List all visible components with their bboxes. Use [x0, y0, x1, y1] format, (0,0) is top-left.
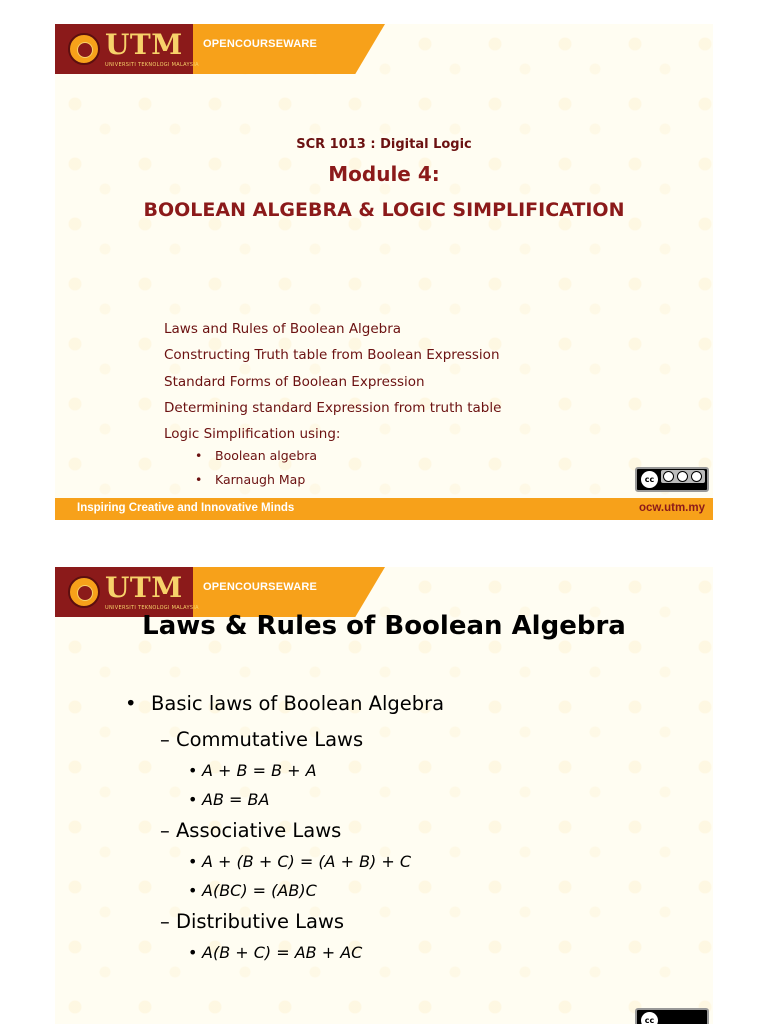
main-bullet-text: Basic laws of Boolean Algebra [151, 692, 445, 715]
law-formula: A(BC) = (AB)C [202, 881, 317, 900]
law-heading: – Commutative Laws [160, 728, 364, 751]
subtopic-label: Karnaugh Map [215, 472, 306, 487]
utm-crest-icon [68, 576, 100, 608]
cc-license-badge[interactable] [635, 1008, 709, 1024]
slide-title: Laws & Rules of Boolean Algebra [142, 611, 626, 641]
utm-crest-icon [68, 33, 100, 65]
slide-1 [55, 24, 713, 520]
sharealike-icon [691, 471, 702, 482]
subtopic-list [195, 444, 317, 492]
license-icons [661, 470, 705, 483]
law-item: • A(BC) = (AB)C [188, 881, 317, 900]
footer-tagline: Inspiring Creative and Innovative Minds [77, 502, 295, 514]
slide-2 [55, 567, 713, 1024]
topic-item: Laws and Rules of Boolean Algebra [164, 321, 402, 337]
subtopic-item [195, 468, 317, 492]
cc-icon: cc [641, 471, 658, 488]
logo-subtext: UNIVERSITI TEKNOLOGI MALAYSIA [105, 605, 199, 611]
course-code: SCR 1013 : Digital Logic [296, 137, 472, 152]
slide-header [55, 24, 713, 74]
law-heading: – Associative Laws [160, 819, 342, 842]
bullet-icon: • [195, 472, 203, 487]
main-bullet: • Basic laws of Boolean Algebra [125, 692, 445, 715]
bullet-icon: • [195, 448, 203, 463]
law-formula: A(B + C) = AB + AC [202, 943, 363, 962]
footer-url[interactable]: ocw.utm.my [638, 502, 705, 514]
law-heading: – Distributive Laws [160, 910, 345, 933]
attribution-icon [663, 471, 674, 482]
laws-list [125, 692, 444, 972]
topic-item: Determining standard Expression from truth table [164, 399, 502, 416]
opencourseware-label: OPENCOURSEWARE [203, 38, 318, 50]
law-item: • A(B + C) = AB + AC [188, 943, 363, 962]
law-item: • A + B = B + A [188, 761, 317, 780]
topic-item: Standard Forms of Boolean Expression [164, 373, 425, 390]
subtopic-item [195, 444, 317, 468]
noncommercial-icon [677, 471, 688, 482]
logo-text: UTM [105, 28, 183, 61]
cc-icon: cc [641, 1012, 658, 1024]
utm-logo [55, 24, 199, 74]
law-formula: A + B = B + A [202, 761, 317, 780]
topic-item: Logic Simplification using: [164, 426, 341, 443]
cc-license-badge[interactable] [635, 467, 709, 492]
slide-header [55, 567, 713, 617]
topic-item: Constructing Truth table from Boolean Expression [164, 347, 500, 364]
law-formula: AB = BA [202, 790, 270, 809]
logo-subtext: UNIVERSITI TEKNOLOGI MALAYSIA [105, 62, 199, 68]
utm-logo [55, 567, 199, 617]
law-item: • AB = BA [188, 790, 270, 809]
slide-footer [55, 498, 713, 520]
law-formula: A + (B + C) = (A + B) + C [202, 852, 412, 871]
subtopic-label: Boolean algebra [215, 448, 318, 463]
module-title: Module 4: [328, 162, 440, 186]
opencourseware-label: OPENCOURSEWARE [203, 581, 318, 593]
topic-list [164, 316, 501, 447]
module-subtitle: BOOLEAN ALGEBRA & LOGIC SIMPLIFICATION [143, 199, 625, 221]
logo-text: UTM [105, 571, 183, 604]
law-item: • A + (B + C) = (A + B) + C [188, 852, 412, 871]
